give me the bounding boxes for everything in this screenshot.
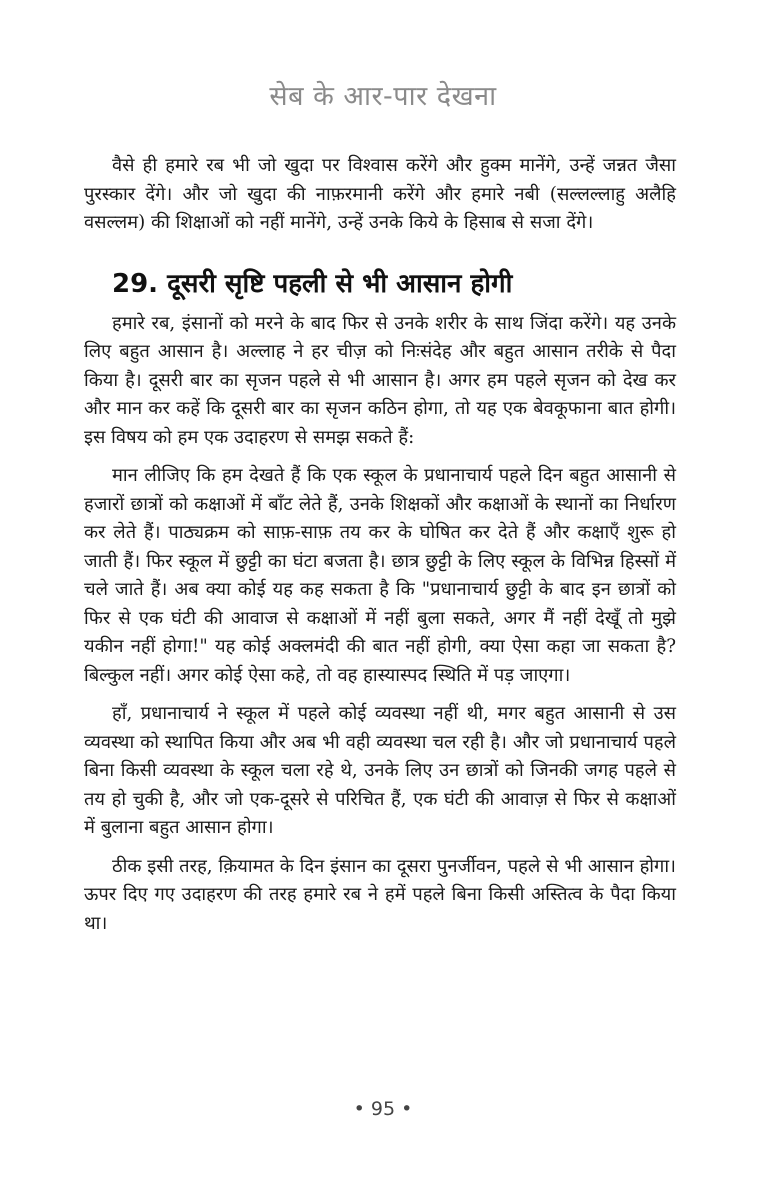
page-number: • 95 • <box>353 1098 413 1120</box>
intro-paragraph: वैसे ही हमारे रब भी जो खुदा पर विश्वास करेंगे और हुक्म मानेंगे, उन्हें जन्नत जैसा पुरस्कार देंगे। और जो खुदा की नाफ़रमानी करेंगे और हमारे नबी (सल्लल्लाहु अलैहि वसल्लम) की शिक्षाओं को नहीं मानेंगे, उन्हें उनके किये के हिसाब से सजा देंगे। <box>84 155 676 233</box>
body-paragraph-3: हाँ, प्रधानाचार्य ने स्कूल में पहले कोई व्यवस्था नहीं थी, मगर बहुत आसानी से उस व्यवस्था को स्थापित किया और अब भी वही व्यवस्था चल रही है। और जो प्रधानाचार्य पहले बिना किसी व्यवस्था के स्कूल चला रहे थे, उनके लिए उन छात्रों को जिनकी जगह पहले से तय हो चुकी है, और जो एक-दूसरे से परिचित हैं, एक घंटी की आवाज़ से फिर से कक्षाओं में बुलाना बहुत आसान होगा। <box>84 703 676 838</box>
running-title: सेब के आर-पार देखना <box>269 81 497 112</box>
section-heading: 29. दूसरी सृष्टि पहली से भी आसान होगी <box>112 268 513 299</box>
body-paragraph-2: मान लीजिए कि हम देखते हैं कि एक स्कूल के प्रधानाचार्य पहले दिन बहुत आसानी से हजारों छात्रों को कक्षाओं में बाँट लेते हैं, उनके शिक्षकों और कक्षाओं के स्थानों का निर्धारण कर लेते हैं। पाठ्यक्रम को साफ़-साफ़ तय कर के घोषित कर देते हैं और कक्षाएँ शुरू हो जाती हैं। फिर स्कूल में छुट्टी का घंटा बजता है। छात्र छुट्टी के लिए स्कूल के विभिन्न हिस्सों में चले जाते हैं। अब क्या कोई यह कह सकता है कि "प्रधानाचार्य छुट्टी के बाद इन छात्रों को फिर से एक घंटी की आवाज से कक्षाओं में नहीं बुला सकते, अगर मैं नहीं देखूँ तो मुझे यकीन नहीं होगा!" यह कोई अक्लमंदी की बात नहीं होगी, क्या ऐसा कहा जा सकता है? बिल्कुल नहीं। अगर कोई ऐसा कहे, तो वह हास्यास्पद स्थिति में पड़ जाएगा। <box>84 465 676 686</box>
body-paragraph-4: ठीक इसी तरह, क़ियामत के दिन इंसान का दूसरा पुनर्जीवन, पहले से भी आसान होगा। ऊपर दिए गए उदाहरण की तरह हमारे रब ने हमें पहले बिना किसी अस्तित्व के पैदा किया था। <box>84 855 676 934</box>
body-paragraph-1: हमारे रब, इंसानों को मरने के बाद फिर से उनके शरीर के साथ जिंदा करेंगे। यह उनके लिए बहुत आसान है। अल्लाह ने हर चीज़ को निःसंदेह और बहुत आसान तरीके से पैदा किया है। दूसरी बार का सृजन पहले से भी आसान है। अगर हम पहले सृजन को देख कर और मान कर कहें कि दूसरी बार का सृजन कठिन होगा, तो यह एक बेवकूफाना बात होगी। इस विषय को हम एक उदाहरण से समझ सकते हैं: <box>84 312 676 448</box>
page-body <box>84 152 676 938</box>
